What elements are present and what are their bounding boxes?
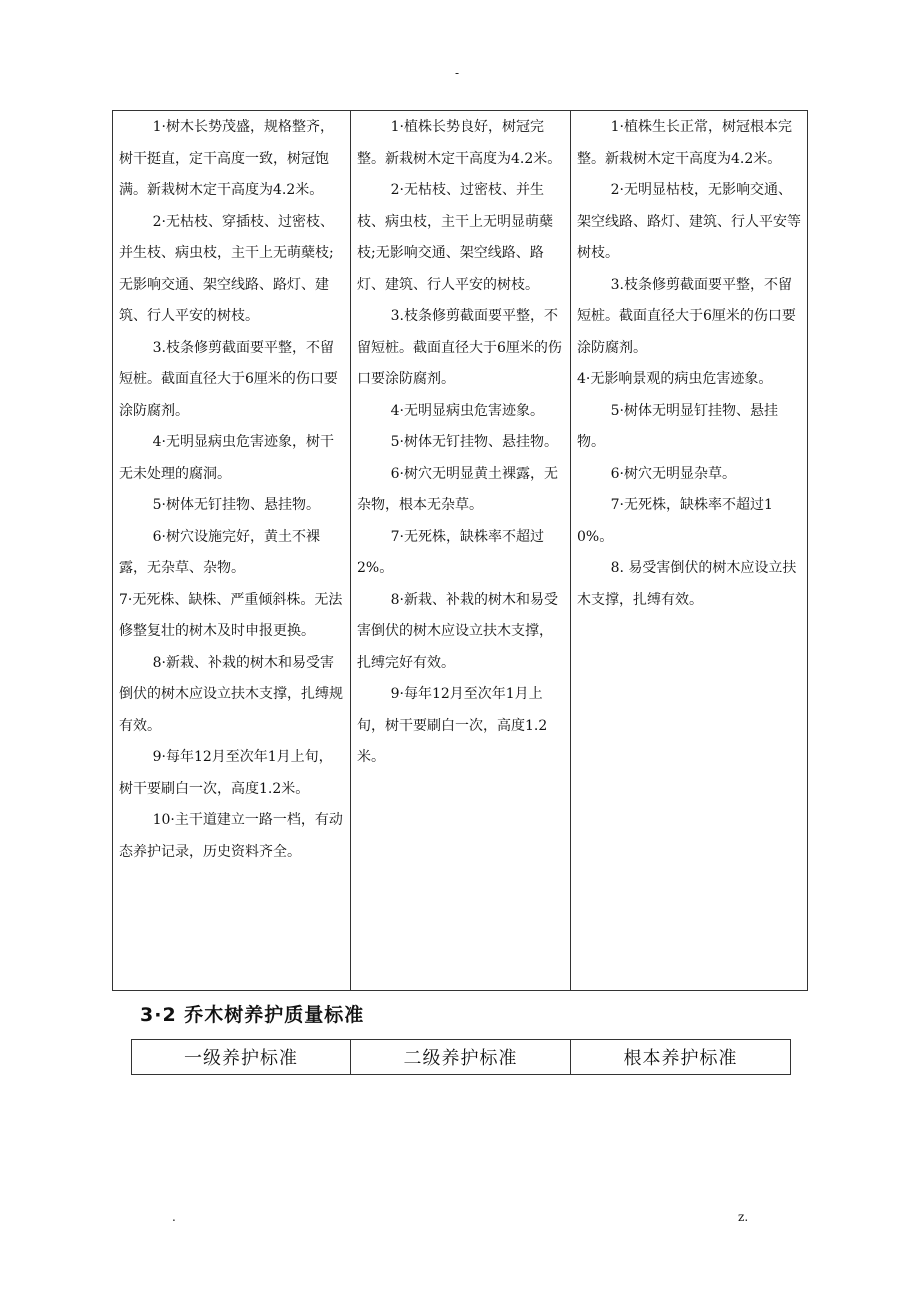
standard-item: 9·每年12月至次年1月上旬，树干要刷白一次，高度1.2米。 [357, 686, 548, 765]
standard-item: 7·无死株，缺株率不超过2%。 [357, 528, 544, 576]
standard-item: 4·无明显病虫危害迹象，树干无未处理的腐洞。 [119, 434, 334, 482]
basic-level-column [571, 111, 808, 991]
footer-left-mark: . [172, 1210, 176, 1224]
header-mark: - [455, 66, 460, 80]
standard-item: 3.枝条修剪截面要平整，不留短桩。截面直径大于6厘米的伤口要涂防腐剂。 [119, 339, 338, 419]
standard-item: 8. 易受害倒伏的树木应设立扶木支撑，扎缚有效。 [577, 560, 797, 608]
level-2-header: 二级养护标准 [351, 1040, 571, 1075]
level-1-header: 一级养护标准 [132, 1040, 351, 1075]
level-1-column [113, 111, 351, 991]
standards-table [112, 110, 808, 991]
standard-item: 2·无明显枯枝，无影响交通、架空线路、路灯、建筑、行人平安等树枝。 [577, 182, 801, 261]
table-row [113, 111, 808, 991]
standard-item: 8·新栽、补栽的树木和易受害倒伏的树木应设立扶木支撑，扎缚完好有效。 [357, 591, 558, 671]
standard-item: 6·树穴无明显黄土裸露，无杂物，根本无杂草。 [357, 465, 558, 513]
footer-right-mark: z. [738, 1210, 749, 1224]
standard-item: 4·无影响景观的病虫危害迹象。 [577, 371, 773, 387]
standard-item: 3.枝条修剪截面要平整，不留短桩。截面直径大于6厘米的伤口要涂防腐剂。 [577, 276, 796, 356]
table-row [132, 1040, 791, 1075]
standard-item: 5·树体无明显钉挂物、悬挂物。 [577, 402, 778, 450]
standard-item: 5·树体无钉挂物、悬挂物。 [152, 497, 320, 513]
standard-item: 10·主干道建立一路一档，有动态养护记录，历史资料齐全。 [119, 812, 343, 860]
levels-header-table [131, 1039, 791, 1075]
standard-item: 1·植株长势良好，树冠完整。新栽树木定干高度为4.2米。 [357, 119, 562, 167]
standard-item: 6·树穴无明显杂草。 [610, 465, 736, 482]
standard-item: 1·植株生长正常，树冠根本完整。新栽树木定干高度为4.2米。 [577, 119, 792, 167]
basic-level-header: 根本养护标准 [571, 1040, 791, 1075]
standard-item: 7·无死株、缺株、严重倾斜株。无法修整复壮的树木及时申报更换。 [119, 591, 343, 639]
standard-item: 5·树体无钉挂物、悬挂物。 [390, 434, 558, 450]
standard-item: 7·无死株，缺株率不超过10%。 [577, 497, 773, 545]
standard-item: 8·新栽、补栽的树木和易受害倒伏的树木应设立扶木支撑，扎缚规有效。 [119, 654, 343, 734]
section-title: 3·2 乔木树养护质量标准 [140, 1004, 365, 1026]
standard-item: 2·无枯枝、过密枝、并生枝、病虫枝，主干上无明显萌蘖枝;无影响交通、架空线路、路灯、建筑、行人平安的树枝。 [357, 182, 553, 293]
standard-item: 6·树穴设施完好，黄土不裸露，无杂草、杂物。 [119, 528, 320, 576]
standard-item: 1·树木长势茂盛，规格整齐，树干挺直，定干高度一致，树冠饱满。新栽树木定干高度为4.2米。 [119, 119, 334, 198]
standard-item: 4·无明显病虫危害迹象。 [390, 402, 544, 419]
standard-item: 2·无枯枝、穿插枝、过密枝、并生枝、病虫枝，主干上无萌蘖枝;无影响交通、架空线路、路灯、建筑、行人平安的树枝。 [119, 213, 334, 324]
standard-item: 9·每年12月至次年1月上旬，树干要刷白一次，高度1.2米。 [119, 749, 333, 797]
level-2-column [351, 111, 571, 991]
standard-item: 3.枝条修剪截面要平整，不留短桩。截面直径大于6厘米的伤口要涂防腐剂。 [357, 308, 562, 387]
